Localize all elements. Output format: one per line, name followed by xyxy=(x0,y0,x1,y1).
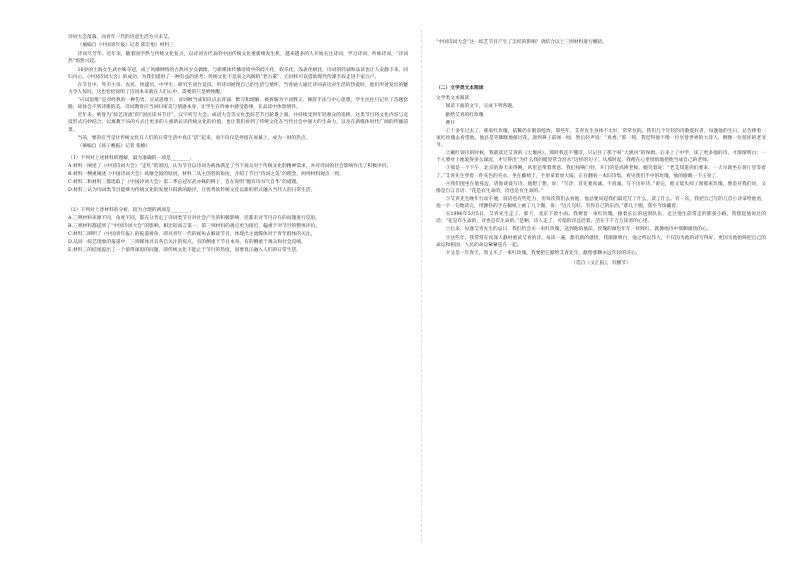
option-a: A.三则材料来源不同，角度不同，都充分肯定了诗词类节目对社会产生的积极影响，但都未对节目存在的问题进行反思。 xyxy=(68,215,320,221)
option-c: C.材料二阐明了《中国青年报》的报道视角，即从青年一代的视角去解读节目，体现出主流媒体对于青年群体的关注。 xyxy=(68,231,316,237)
passage-paragraph: ③那是一个下午，北京的春天来得晚，风里还带着寒意。我们按响门铃，开门的是高瑛老师。她笑着说：“老艾知道你们要来，一大早就坐在客厅里等着了。”艾青先生穿着一件灰色的毛衣，坐在藤椅上，手里拿着放大镜，正在翻看一本旧诗集。看见我们手中的玫瑰，他的眼睛一下子亮了。 xyxy=(436,166,766,179)
text-paragraph: 在节目中，外卖小哥、农民、快递员、中学生、研究生同台竞技，用诗词展现自己的生活与情怀。当普通人通过诗词表达对生活的热爱时，他们所迸发出的魅力令人惊叹，这也恰恰说明了诗词本来就在人们心中，需要的只是被唤醒。 xyxy=(68,82,408,95)
option-c: C.材料二和材料三都选取了《中国诗词大会》第二季总冠军武亦姝的例子，旨在说明“腹有诗书气自华”的道理。 xyxy=(68,180,302,186)
passage-paragraph: ⑨又是一年春天，我又买了一束红玫瑰。我要把它献给艾青先生，献给那颗永远年轻的诗心。 xyxy=(445,250,641,256)
option-d: D.从同一综艺现象的报道中，三则媒体具有各自关注的焦点，有的侧重于节目本身，有的侧重于观众和社会反响。 xyxy=(68,240,306,245)
option-b: B.材料一侧重阐述《中国诗词大会》风靡全国的原因，材料二从主创者的角度，介绍了节目“诗词之美”的理念，两则材料观点一致。 xyxy=(68,172,344,178)
question-3: “中国诗词大会”这一综艺节目产生了怎样的影响？请结合以上三则材料进行概括。 xyxy=(436,40,608,45)
option-b: B.三则材料都提到了“中国诗词大会”的影响，相比较而言第一、第三则材料的观点更为接近，偏重于对节目的整体评价。 xyxy=(68,223,321,229)
left-column xyxy=(68,34,408,548)
spacer xyxy=(68,196,408,202)
question-2: （2）下列对上述材料的分析，较为合理的两项是________。 xyxy=(68,207,195,213)
passage-author: 曹开 xyxy=(445,120,456,126)
section-heading: （二）文学类文本阅读 xyxy=(436,86,484,92)
option-e: E.材料三的结尾提出了一个值得深思的问题，即传统文化不能止于节目的热度，而要真正融入人们的日常生活。 xyxy=(68,248,301,254)
passage-paragraph: ⑧这些年，我常常在夜深人静时重读艾青的诗。每读一遍，都有新的感悟。我渐渐明白，他之所以伟大，不仅因为他的诗写得好，更因为他始终把自己的命运和祖国、人民的命运紧紧连在一起。 xyxy=(436,235,766,248)
passage-paragraph: ⑦后来，每逢艾青先生的忌日，我们仍会买一束红玫瑰，送到他的墓前。玫瑰的颜色年年一样鲜红，就像他诗中那颗滚烫的心。 xyxy=(445,227,712,233)
text-paragraph: 16岁的上海女生武亦姝夺冠，成了风靡网络的古典风少女偶像，与新媒体传播语境中的碎片化、娱乐化、浅表化相比，诗词的吟诵和品读也让人安静下来，回归内心。《中国诗词大会》的成功，为我们提供了一种有益的思考：传统文化不是束之高阁的“老古董”，它同样可以借助现代传媒手段走进千家万户。 xyxy=(68,67,408,80)
source-line: （选自《文汇报》，有删节） xyxy=(571,260,631,266)
question-1: （1）下列对上述材料的理解，最为准确的一项是________。 xyxy=(68,155,195,161)
instruction: 阅读下面的文字，完成下列各题。 xyxy=(445,104,517,110)
text-paragraph: 当前，要的应当是让传统文化在人们的日常生活中真正“活”起来，而不仅仅是停留在屏幕上，成为一时的热点。 xyxy=(77,135,311,141)
text-paragraph: 近年来，被誉为“综艺清流”的“国民读书节目”，汉字听写大会、成语大会等文化类综艺节目轮番上演，并持续受到年轻观众的追捧。这类节目将文化内容与竞技形式巧妙结合，以寓教于乐的方式让更多的人重新认识传统文化的价值，也让我们看到了传统文化在当代社会中强大的生命力，以及在新媒体时代广阔的传播前景。 xyxy=(68,113,408,133)
option-a: A.材料一阐述了《中国诗词大会》“走红”的原因，认为节目以诗词为载体满足了当下观众对于传统文化的精神需求，并对诗词的社会影响作出了积极评价。 xyxy=(68,164,392,169)
passage-paragraph: ②戴红领巾的时候，我就读过艾青的《大堰河》。那时我还不懂诗，只记住了那个叫“大堰河”的保姆。后来上了中学，读了更多他的诗，才渐渐明白：一个人要对土地爱得多么深沉，才写得出“为什么我的眼里常含泪水”这样的句子。从那时起，我便在心里悄悄地把他当成自己的老师。 xyxy=(436,151,766,164)
text-paragraph: 诗词大会落幕，而青年一代的诗意生活方兴未艾。 xyxy=(68,35,173,40)
passage-paragraph: ⑥1996年5月5日，艾青先生走了。那天，北京下着小雨。我捧着一束红玫瑰，跟着长长的送别队伍，走过他生前常走的那条小路。我想起他说过的话：“花是有生命的，诗也是有生命的。”是啊，诗人走了，可他的诗还活着，活在千千万万读者的心里。 xyxy=(436,212,766,225)
text-paragraph: “应试思维”是对经典的一种伤害。应试思维下，诗词被当成知识点去背诵、默写和理解，被拆解为字词释义、修辞手法与中心思想，学生往往只记住了答题套路，却体会不到诗歌的美。诗词教育应当回归审美与情感本身，让学生在吟咏中感受韵律，在品读中体察情怀。 xyxy=(68,98,408,111)
option-d: D.材料三认为诗词类节目能够为传统文化的发展开辟新的路径，让优秀的传统文化以新的形式融入当代人的日常生活。 xyxy=(68,188,316,194)
text-paragraph: 诗词尽芳华。近年来，随着国学热与传统文化复兴，以诗词为代表的中国传统文化重新焕发生机，越来越多的人开始关注诗词、学习诗词、吟咏诗词，“诗词热”悄然兴起。 xyxy=(68,52,408,65)
right-column xyxy=(436,34,766,548)
passage-title: 献给艾青的红玫瑰 xyxy=(445,112,484,118)
passage-paragraph: ①十多年过去了，那束红玫瑰，依稀仍在眼前绽放。那些年，艾青先生身体不太好，常常住院。我们几个年轻的诗歌爱好者，每逢他的生日，总会捧着一束红玫瑰去看望他。他总是笑眯眯地接过花，凑到鼻子前闻一闻，然后轻声说：“真香。”那一刻，我觉得他不像一位享誉世界的大诗人，倒像一位慈祥的老爷爷。 xyxy=(436,128,766,148)
column-divider xyxy=(421,30,422,542)
passage-paragraph: ⑤艾青先生晚年行动不便，说话也有些吃力，但每次我们去看他，他总要问起我们最近写了什么，读了什么。有一次，我把自己写的几首小诗拿给他看，他一字一句地读完，用颤抖的手在稿纸上画了几个圈，说：“这几句好，有你自己的东西。”那几个圈，我至今珍藏着。 xyxy=(436,196,766,209)
source-line: （摘编自《扬子晚报》记者 张楠） xyxy=(77,143,151,149)
passage-paragraph: ④我们围坐在他身边，请他谈谈写诗。他想了想，说：“写诗，首先要真诚。不真诚，写不出好诗。”说完，他又低头闻了闻那束玫瑰，像是对我们说，又像是自言自语：“花是有生命的，诗也是有生命的。” xyxy=(436,181,766,194)
passage-heading: 文学类文本阅读 xyxy=(436,96,470,102)
answer-space xyxy=(436,47,766,81)
source-line: （摘编自《中国青年报》记者 邱宏旭）材料三 xyxy=(77,43,175,49)
